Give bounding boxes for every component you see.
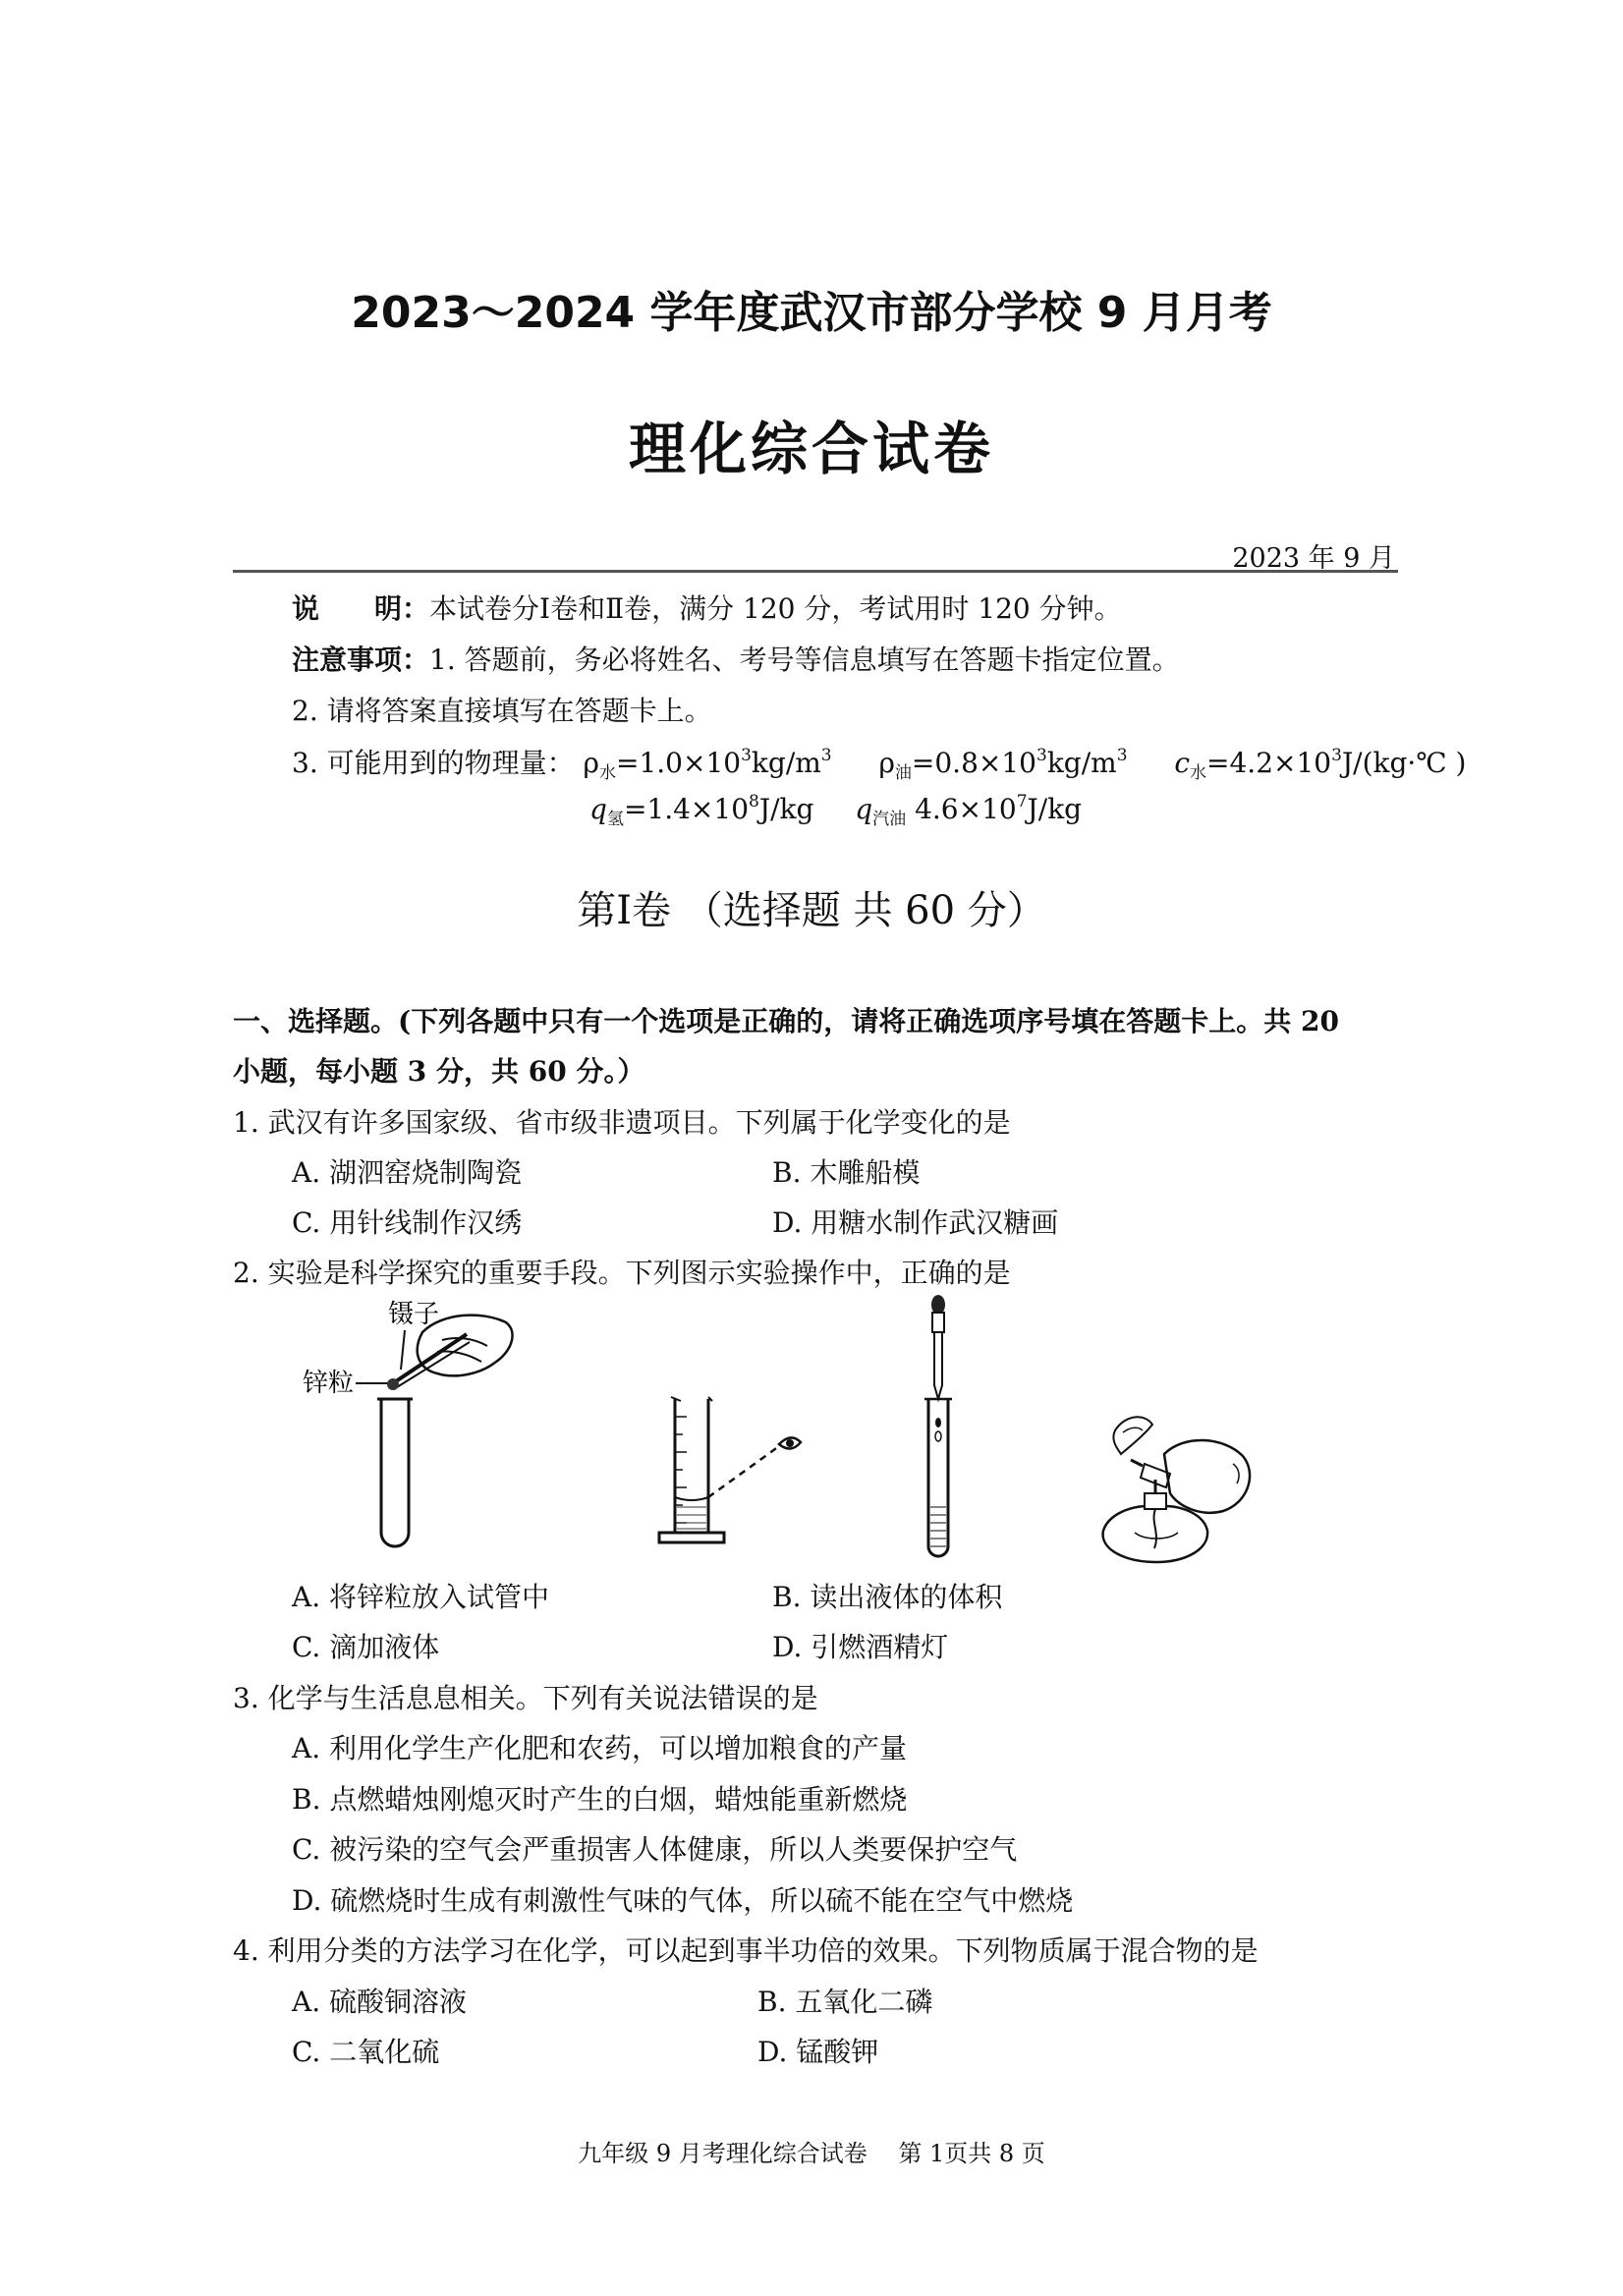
question-2-stem: 2. 实验是科学探究的重要手段。下列图示实验操作中，正确的是 xyxy=(233,1257,1011,1289)
question-3-stem: 3. 化学与生活息息相关。下列有关说法错误的是 xyxy=(233,1682,818,1714)
question-3-option-c: C. 被污染的空气会严重损害人体健康，所以人类要保护空气 xyxy=(292,1833,1018,1866)
const-rho-oil: $\rho_油=0.8\times 10^3kg/m^3$ xyxy=(878,746,1128,783)
description-line xyxy=(292,588,1122,627)
section-title: 第Ⅰ卷 （选择题 共 60 分） xyxy=(577,888,1046,933)
question-2-option-c: C. 滴加液体 xyxy=(292,1631,440,1663)
question-1-option-a: A. 湖泗窑烧制陶瓷 xyxy=(292,1156,523,1189)
figure-b-read-volume xyxy=(653,1387,820,1554)
attention-item-1: 1. 答题前，务必将姓名、考号等信息填写在答题卡指定位置。 xyxy=(429,644,1180,676)
question-4-option-c: C. 二氧化硫 xyxy=(292,2036,440,2068)
description-text: 本试卷分Ⅰ卷和Ⅱ卷，满分 120 分，考试用时 120 分钟。 xyxy=(429,592,1122,625)
question-2-option-b: B. 读出液体的体积 xyxy=(772,1581,1003,1613)
description-label: 说 明： xyxy=(292,592,430,625)
question-1-stem: 1. 武汉有许多国家级、省市级非遗项目。下列属于化学变化的是 xyxy=(233,1106,1011,1139)
zinc-label: 锌粒 xyxy=(303,1369,355,1398)
const-rho-water: $\rho_水=1.0\times 10^3kg/m^3$ xyxy=(583,746,832,783)
section-instruction-2: 小题，每小题 3 分，共 60 分。） xyxy=(233,1055,645,1088)
question-4-option-b: B. 五氧化二磷 xyxy=(757,1986,933,2018)
question-3-option-d: D. 硫燃烧时生成有刺激性气味的气体，所以硫不能在空气中燃烧 xyxy=(292,1884,1074,1917)
const-c-water: $c_水=4.2\times 10^3J/(kg\cdot℃$ ) xyxy=(1174,746,1467,783)
const-q-h: $q_氢=1.4\times 10^8J/kg$ xyxy=(589,792,814,829)
const-q-gas: $q_{汽油}$ $4.6\times 10^7J/kg$ xyxy=(855,792,1083,829)
question-4-option-a: A. 硫酸铜溶液 xyxy=(292,1986,468,2018)
constants-label: 3. 可能用到的物理量： xyxy=(292,747,575,779)
constants-line-2 xyxy=(589,792,1082,829)
attention-item-2: 2. 请将答案直接填写在答题卡上。 xyxy=(292,695,712,727)
header-divider xyxy=(233,570,1398,573)
question-1-option-b: B. 木雕船模 xyxy=(772,1156,921,1189)
exam-header-title: 2023～2024 学年度武汉市部分学校 9 月月考 xyxy=(351,288,1272,338)
figure-c-add-liquid xyxy=(899,1289,978,1564)
section-instruction-1: 一、选择题。(下列各题中只有一个选项是正确的，请将正确选项序号填在答题卡上。共 20 xyxy=(233,1005,1339,1037)
question-2-option-a: A. 将锌粒放入试管中 xyxy=(292,1581,550,1613)
question-1-option-c: C. 用针线制作汉绣 xyxy=(292,1206,523,1239)
question-4-stem: 4. 利用分类的方法学习在化学，可以起到事半功倍的效果。下列物质属于混合物的是 xyxy=(233,1934,1259,1967)
question-3-option-a: A. 利用化学生产化肥和农药，可以增加粮食的产量 xyxy=(292,1732,908,1764)
figure-a-zinc-into-tube xyxy=(295,1293,531,1558)
question-1-option-d: D. 用糖水制作武汉糖画 xyxy=(772,1206,1059,1239)
figure-d-light-lamp xyxy=(1086,1405,1262,1572)
question-4-option-d: D. 锰酸钾 xyxy=(757,2036,879,2068)
exam-date: 2023 年 9 月 xyxy=(1232,543,1395,574)
attention-label: 注意事项： xyxy=(292,644,430,676)
question-2-option-d: D. 引燃酒精灯 xyxy=(772,1631,949,1663)
attention-item-3 xyxy=(292,742,1466,783)
question-3-option-b: B. 点燃蜡烛刚熄灭时产生的白烟，蜡烛能重新燃烧 xyxy=(292,1783,908,1816)
exam-subtitle: 理化综合试卷 xyxy=(628,416,994,482)
page-footer: 九年级 9 月考理化综合试卷 第 1页共 8 页 xyxy=(578,2140,1045,2167)
attention-line xyxy=(292,639,1180,678)
tweezers-label: 镊子 xyxy=(388,1300,440,1329)
